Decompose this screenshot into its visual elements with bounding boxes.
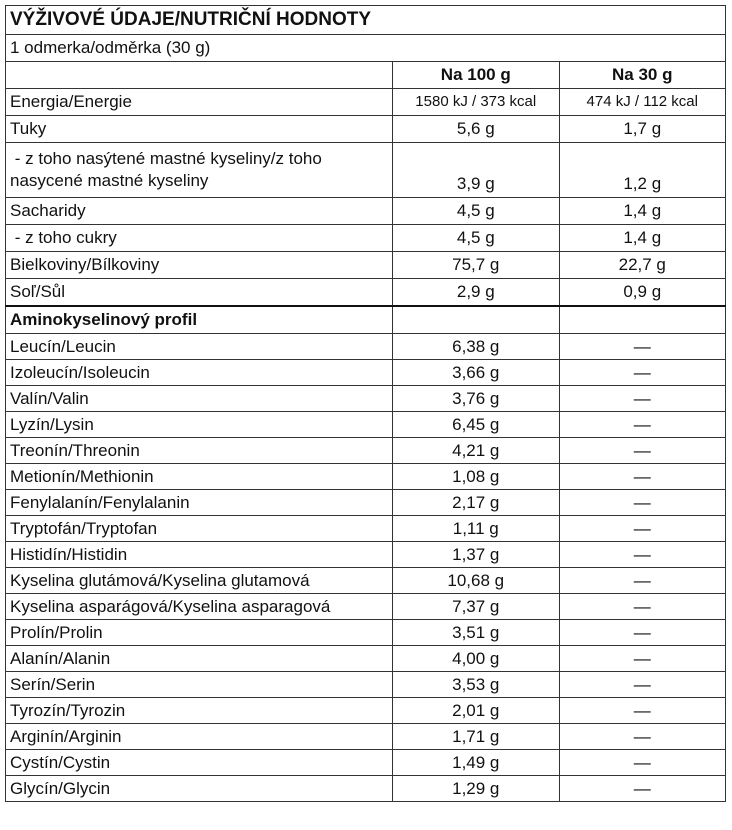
amino-row — [6, 490, 726, 516]
row-label: Serín/Serin — [6, 672, 393, 698]
row-value-per100: 1580 kJ / 373 kcal — [393, 89, 559, 116]
row-value-per100: 1,71 g — [393, 724, 559, 750]
row-label: - z toho cukry — [6, 225, 393, 252]
row-value-per30: — — [559, 594, 726, 620]
header-row — [6, 62, 726, 89]
row-value-per100: 4,21 g — [393, 438, 559, 464]
amino-row — [6, 360, 726, 386]
row-label: Fenylalanín/Fenylalanin — [6, 490, 393, 516]
row-value-per100: 3,51 g — [393, 620, 559, 646]
nutrition-row-saturated-fat — [6, 143, 726, 198]
row-label: Bielkoviny/Bílkoviny — [6, 252, 393, 279]
row-value-per30: — — [559, 620, 726, 646]
row-value-per30: — — [559, 750, 726, 776]
row-label: Prolín/Prolin — [6, 620, 393, 646]
serving-size: 1 odmerka/odměrka (30 g) — [6, 35, 726, 62]
amino-row — [6, 698, 726, 724]
row-value-per30: 1,2 g — [559, 143, 726, 198]
amino-row — [6, 776, 726, 802]
row-value-per100: 2,17 g — [393, 490, 559, 516]
row-value-per100: 4,00 g — [393, 646, 559, 672]
row-label: Glycín/Glycin — [6, 776, 393, 802]
row-label: Arginín/Arginin — [6, 724, 393, 750]
row-value-per100: 10,68 g — [393, 568, 559, 594]
empty-cell — [393, 306, 559, 334]
row-value-per100: 1,11 g — [393, 516, 559, 542]
nutrition-row-sugars — [6, 225, 726, 252]
row-value-per30: — — [559, 672, 726, 698]
row-label: Histidín/Histidin — [6, 542, 393, 568]
nutrition-row-carbs — [6, 198, 726, 225]
amino-row — [6, 516, 726, 542]
amino-row — [6, 620, 726, 646]
header-per-100g: Na 100 g — [393, 62, 559, 89]
row-label: - z toho nasýtené mastné kyseliny/z toho nasycené mastné kyseliny — [6, 143, 393, 198]
row-value-per30: — — [559, 568, 726, 594]
row-label: Kyselina glutámová/Kyselina glutamová — [6, 568, 393, 594]
row-value-per100: 3,76 g — [393, 386, 559, 412]
row-value-per100: 7,37 g — [393, 594, 559, 620]
serving-row — [6, 35, 726, 62]
row-value-per100: 3,53 g — [393, 672, 559, 698]
amino-row — [6, 412, 726, 438]
row-label: Treonín/Threonin — [6, 438, 393, 464]
row-label: Kyselina asparágová/Kyselina asparagová — [6, 594, 393, 620]
row-value-per30: 1,4 g — [559, 225, 726, 252]
amino-row — [6, 750, 726, 776]
row-value-per30: — — [559, 464, 726, 490]
row-value-per100: 6,45 g — [393, 412, 559, 438]
row-value-per100: 3,9 g — [393, 143, 559, 198]
amino-row — [6, 672, 726, 698]
amino-row — [6, 334, 726, 360]
row-value-per30: — — [559, 646, 726, 672]
row-label: Valín/Valin — [6, 386, 393, 412]
row-value-per100: 3,66 g — [393, 360, 559, 386]
row-label: Tuky — [6, 116, 393, 143]
row-value-per100: 1,49 g — [393, 750, 559, 776]
row-value-per30: — — [559, 386, 726, 412]
amino-row — [6, 438, 726, 464]
row-label: Tyrozín/Tyrozin — [6, 698, 393, 724]
row-value-per30: — — [559, 438, 726, 464]
row-value-per30: 22,7 g — [559, 252, 726, 279]
title-row — [6, 6, 726, 35]
row-value-per100: 6,38 g — [393, 334, 559, 360]
row-value-per30: — — [559, 776, 726, 802]
empty-cell — [559, 306, 726, 334]
amino-row — [6, 724, 726, 750]
row-value-per100: 1,08 g — [393, 464, 559, 490]
row-value-per100: 4,5 g — [393, 198, 559, 225]
amino-row — [6, 594, 726, 620]
row-label: Sacharidy — [6, 198, 393, 225]
row-label: Cystín/Cystin — [6, 750, 393, 776]
nutrition-table — [5, 5, 726, 802]
row-value-per30: 1,7 g — [559, 116, 726, 143]
header-per-30g: Na 30 g — [559, 62, 726, 89]
amino-section-header — [6, 306, 726, 334]
row-value-per30: — — [559, 724, 726, 750]
row-value-per30: — — [559, 360, 726, 386]
row-value-per30: — — [559, 334, 726, 360]
row-value-per30: — — [559, 516, 726, 542]
row-value-per100: 5,6 g — [393, 116, 559, 143]
row-value-per30: 1,4 g — [559, 198, 726, 225]
row-label: Alanín/Alanin — [6, 646, 393, 672]
row-value-per30: 0,9 g — [559, 279, 726, 307]
table-title: VÝŽIVOVÉ ÚDAJE/NUTRIČNÍ HODNOTY — [6, 6, 726, 35]
row-value-per100: 4,5 g — [393, 225, 559, 252]
nutrition-row-fat — [6, 116, 726, 143]
row-value-per100: 75,7 g — [393, 252, 559, 279]
row-label: Izoleucín/Isoleucin — [6, 360, 393, 386]
row-value-per100: 1,37 g — [393, 542, 559, 568]
amino-row — [6, 464, 726, 490]
row-value-per100: 1,29 g — [393, 776, 559, 802]
row-label: Metionín/Methionin — [6, 464, 393, 490]
row-label: Energia/Energie — [6, 89, 393, 116]
header-empty-cell — [6, 62, 393, 89]
amino-row — [6, 568, 726, 594]
row-value-per30: — — [559, 542, 726, 568]
nutrition-row-salt — [6, 279, 726, 307]
amino-row — [6, 542, 726, 568]
row-label: Soľ/Sůl — [6, 279, 393, 307]
row-value-per30: 474 kJ / 112 kcal — [559, 89, 726, 116]
row-value-per30: — — [559, 412, 726, 438]
row-label: Tryptofán/Tryptofan — [6, 516, 393, 542]
row-label: Leucín/Leucin — [6, 334, 393, 360]
row-value-per100: 2,9 g — [393, 279, 559, 307]
row-value-per30: — — [559, 698, 726, 724]
nutrition-row-energy — [6, 89, 726, 116]
row-label: Lyzín/Lysin — [6, 412, 393, 438]
amino-section-title: Aminokyselinový profil — [6, 306, 393, 334]
amino-row — [6, 386, 726, 412]
row-value-per30: — — [559, 490, 726, 516]
amino-row — [6, 646, 726, 672]
nutrition-table-container — [5, 5, 726, 802]
nutrition-row-protein — [6, 252, 726, 279]
row-value-per100: 2,01 g — [393, 698, 559, 724]
